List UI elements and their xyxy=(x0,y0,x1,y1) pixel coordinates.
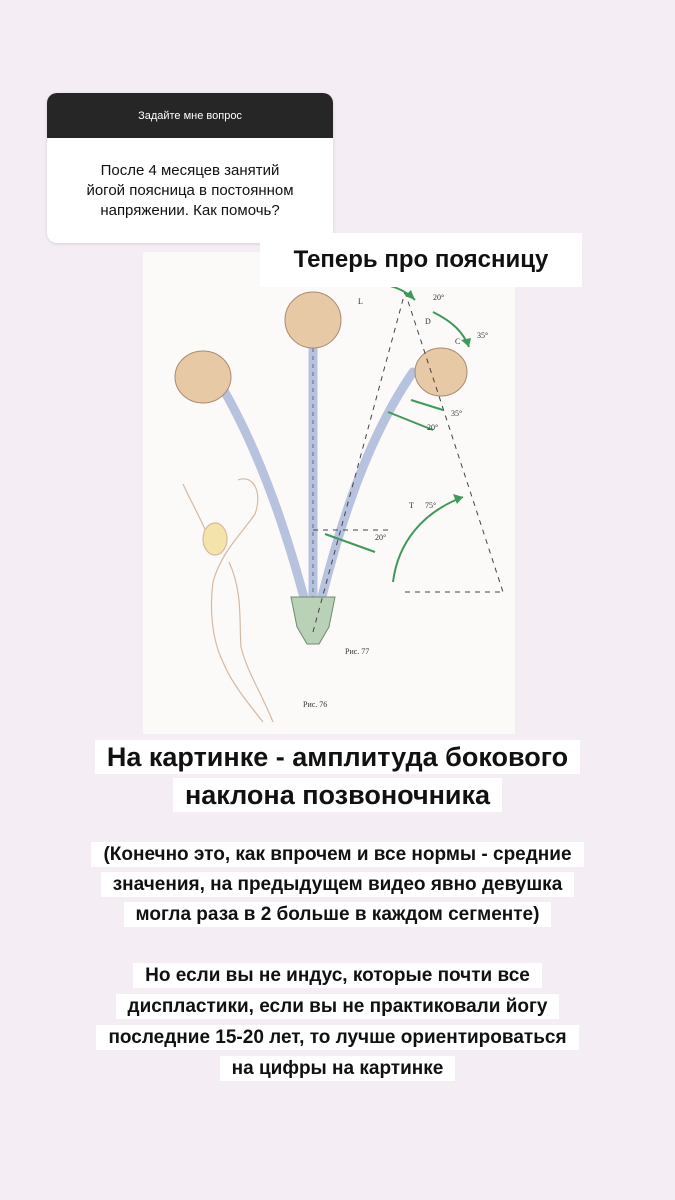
question-sticker-header: Задайте мне вопрос xyxy=(47,93,333,138)
paragraph-line-2: значения, на предыдущем видео явно девушка xyxy=(101,872,575,897)
paragraph-note xyxy=(0,840,675,930)
main-caption xyxy=(0,738,675,814)
heading-label: Теперь про поясницу xyxy=(260,233,582,287)
angle-top-right: 35° xyxy=(477,331,489,340)
question-text: После 4 месяцев занятий йогой поясница в постоянном напряжении. Как помочь? xyxy=(86,161,294,219)
label-L: L xyxy=(358,297,363,306)
caption-76: Рис. 76 xyxy=(303,700,328,709)
label-T: T xyxy=(409,501,414,510)
angle-T: 75° xyxy=(425,501,437,510)
spine-diagram xyxy=(143,252,515,734)
pelvis xyxy=(291,597,335,644)
label-D: D xyxy=(425,317,431,326)
question-sticker[interactable] xyxy=(47,93,333,243)
note-line-3: последние 15-20 лет, то лучше ориентироваться xyxy=(96,1025,578,1050)
head-left xyxy=(175,351,231,403)
main-caption-line-2: наклона позвоночника xyxy=(173,778,502,812)
woman-figure xyxy=(183,479,273,722)
angle-top: 20° xyxy=(433,293,445,302)
note-line-4: на цифры на картинке xyxy=(220,1056,456,1081)
angle-mid-low: 20° xyxy=(427,423,439,432)
paragraph-line-3: могла раза в 2 больше в каждом сегменте) xyxy=(124,902,552,927)
head-center xyxy=(285,292,341,348)
note-line-1: Но если вы не индус, которые почти все xyxy=(133,963,542,988)
head-right xyxy=(415,348,467,396)
spine-lateral-bending-illustration xyxy=(143,252,515,734)
caption-77: Рис. 77 xyxy=(345,647,370,656)
advice-note xyxy=(0,960,675,1084)
main-caption-line-1: На картинке - амплитуда бокового xyxy=(95,740,580,774)
label-C: C xyxy=(455,337,461,346)
note-line-2: диспластики, если вы не практиковали йогу xyxy=(116,994,560,1019)
angle-left: 20° xyxy=(375,533,387,542)
paragraph-line-1: (Конечно это, как впрочем и все нормы - средние xyxy=(91,842,583,867)
angle-mid-right: 35° xyxy=(451,409,463,418)
